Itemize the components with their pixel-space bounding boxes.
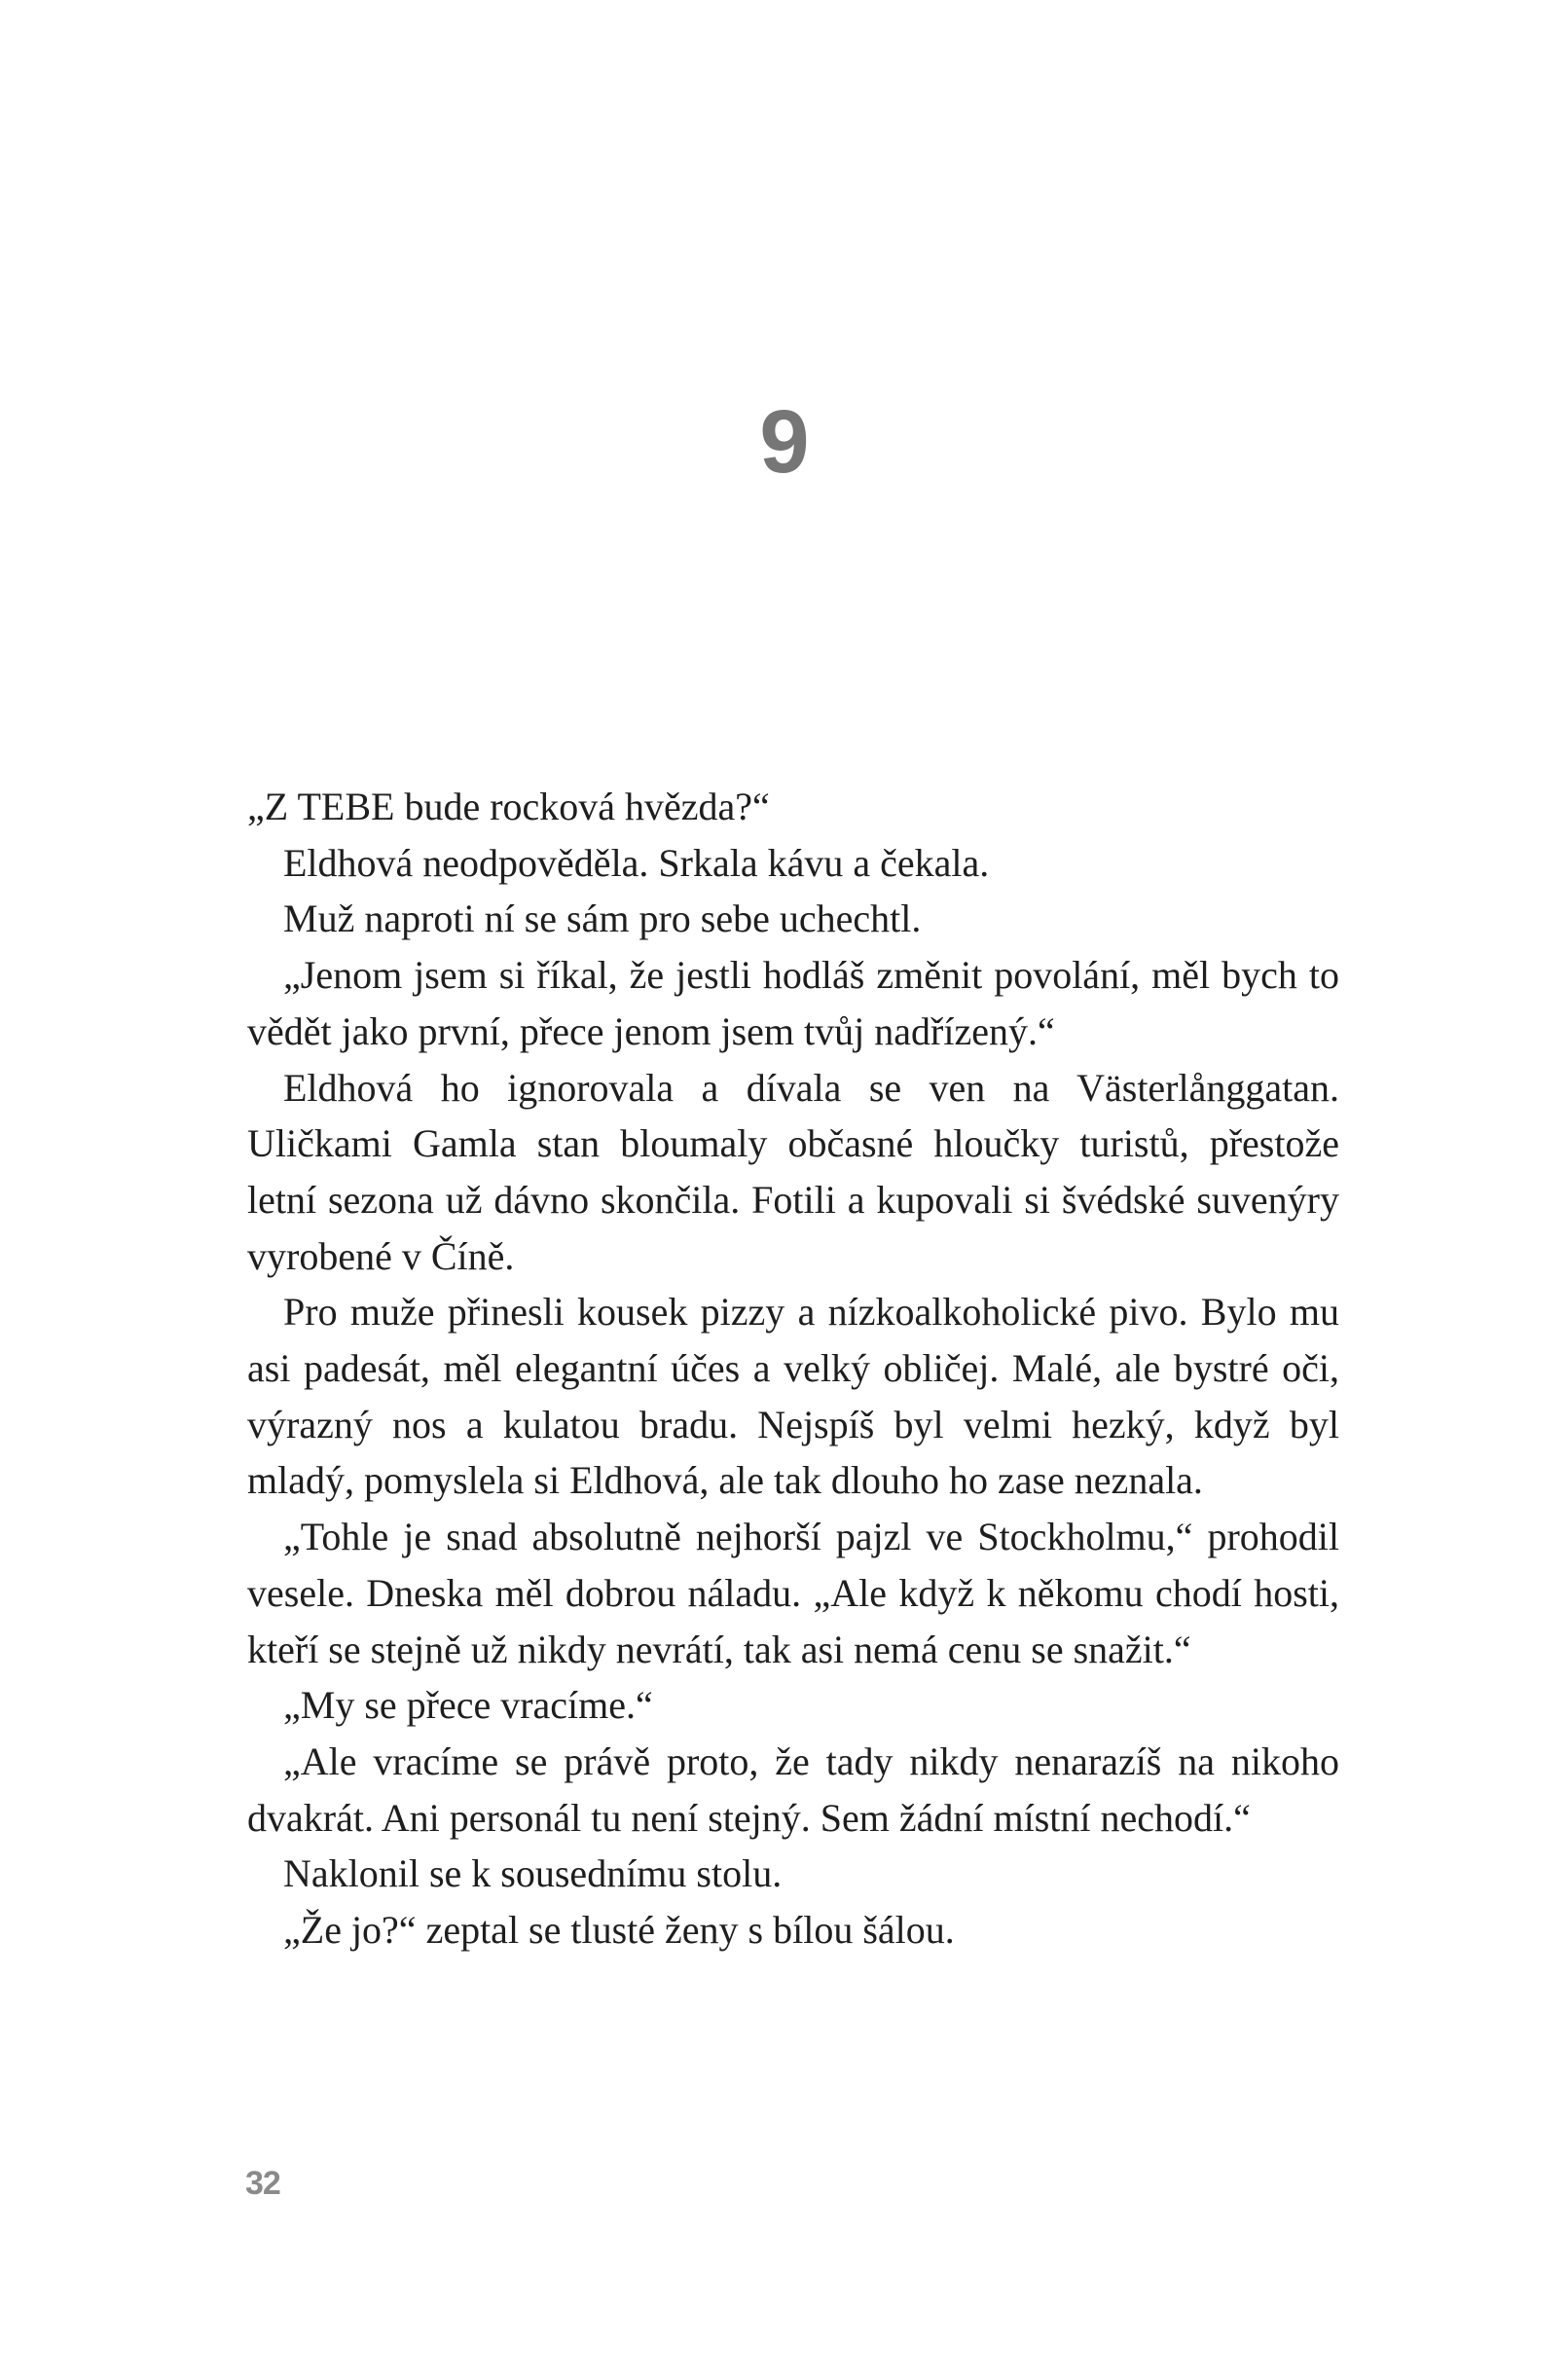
- paragraph: Eldhová neodpověděla. Srkala kávu a čekala.: [283, 840, 990, 885]
- paragraph: Pro muže přinesli kousek pizzy a nízkoalkoholické pivo. Bylo mu asi padesát, měl elegantní účes a velký obličej. Malé, ale bystré oči, výrazný nos a kulatou bradu. Nejspíš byl velmi hezký, když byl mladý, pomyslela si Eldhová, ale tak dlouho ho zase neznala.: [247, 1290, 1339, 1503]
- paragraph: „Ale vracíme se právě proto, že tady nikdy nenarazíš na nikoho dvakrát. Ani personál tu není stejný. Sem žádní místní nechodí.“: [247, 1738, 1339, 1840]
- paragraph: „My se přece vracíme.“: [283, 1683, 653, 1728]
- paragraph: Eldhová ho ignorovala a dívala se ven na Västerlånggatan. Uličkami Gamla stan bloumaly občasné hloučky turistů, přestože letní sezona už dávno skončila. Fotili a kupovali si švédské suvenýry vyrobené v Číně.: [247, 1065, 1339, 1278]
- paragraph: „Že jo?“ zeptal se tlusté ženy s bílou šálou.: [283, 1908, 955, 1953]
- page-number: 32: [245, 2165, 280, 2202]
- paragraph: Muž naproti ní se sám pro sebe uchechtl.: [283, 897, 922, 941]
- body-text: [247, 779, 1339, 1958]
- paragraph: „Z TEBE bude rocková hvězda?“: [247, 785, 770, 828]
- paragraph: Naklonil se k sousednímu stolu.: [283, 1851, 783, 1896]
- chapter-number: 9: [759, 392, 809, 492]
- paragraph: „Jenom jsem si říkal, že jestli hodláš změnit povolání, měl bych to vědět jako první, přece jenom jsem tvůj nadřízený.“: [247, 953, 1339, 1053]
- paragraph: „Tohle je snad absolutně nejhorší pajzl ve Stockholmu,“ prohodil vesele. Dneska měl dobrou náladu. „Ale když k někomu chodí hosti, kteří se stejně už nikdy nevrátí, tak asi nemá cenu se snažit.“: [247, 1515, 1339, 1671]
